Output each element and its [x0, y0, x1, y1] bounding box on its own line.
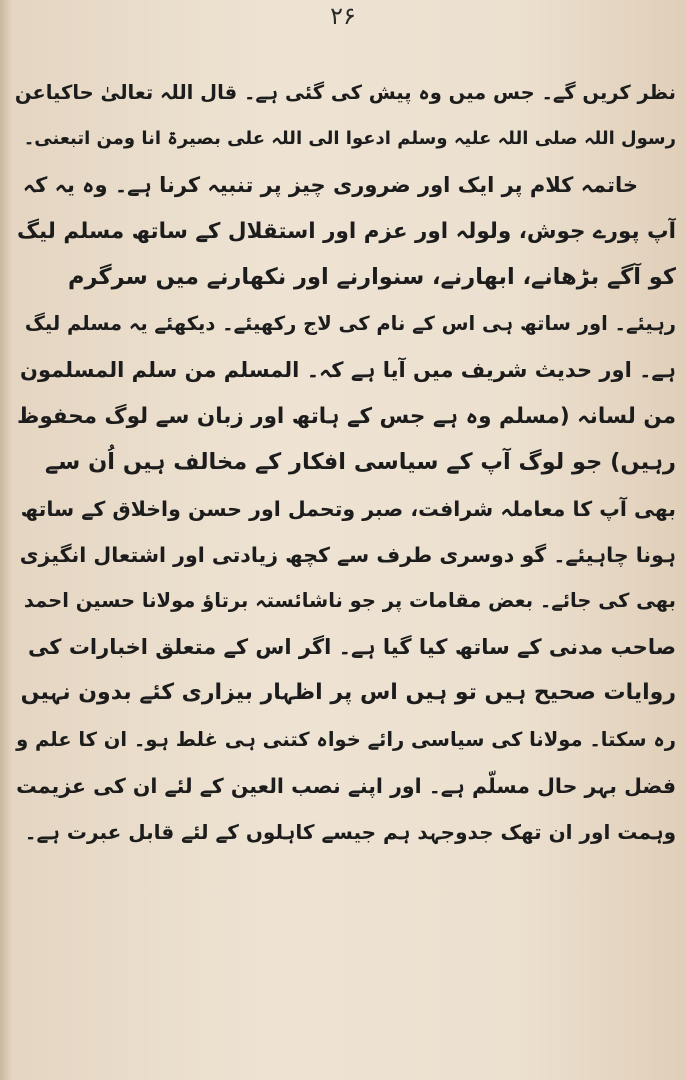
text-line-8: من لسانہ (مسلم وہ ہے جس کے ہاتھ اور زبان سے لوگ محفوظ: [16, 403, 676, 429]
text-line-12: بھی کی جائے۔ بعض مقامات پر جو ناشائستہ برتاؤ مولانا حسین احمد: [23, 589, 676, 613]
text-line-7: ہے۔ اور حدیث شریف میں آیا ہے کہ۔ المسلم من سلم المسلمون: [20, 357, 676, 382]
page-number: ۲۶: [330, 2, 356, 30]
text-line-16: فضل بہر حال مسلّم ہے۔ اور اپنے نصب العین کے لئے ان کی عزیمت: [16, 773, 676, 798]
text-line-5: کو آگے بڑھانے، ابھارنے، سنوارنے اور نکھارنے میں سرگرم: [68, 264, 676, 291]
text-line-4: آپ پورے جوش، ولولہ اور عزم اور استقلال کے ساتھ مسلم لیگ: [16, 218, 676, 244]
text-line-15: رہ سکتا۔ مولانا کی سیاسی رائے خواہ کتنی ہی غلط ہو۔ ان کا علم و: [16, 728, 676, 751]
text-line-3: خاتمہ کلام پر ایک اور ضروری چیز پر تنبیہ کرنا ہے۔ وہ یہ کہ: [22, 172, 638, 197]
text-line-1: نظر کریں گے۔ جس میں وہ پیش کی گئی ہے۔ قال اللہ تعالیٰ حاکیاعن: [14, 81, 676, 105]
page-binding-shadow: [0, 0, 12, 1080]
text-line-9: رہیں) جو لوگ آپ کے سیاسی افکار کے مخالف ہیں اُن سے: [44, 449, 676, 476]
text-line-11: ہونا چاہیئے۔ گو دوسری طرف سے کچھ زیادتی اور اشتعال انگیزی: [19, 542, 676, 567]
text-line-17: وہمت اور ان تھک جدوجہد ہم جیسے کاہلوں کے لئے قابل عبرت ہے۔: [24, 820, 676, 845]
text-line-2: رسول اللہ صلی اللہ علیہ وسلم ادعوا الی اللہ علی بصیرۃ انا ومن اتبعنی۔: [23, 128, 676, 150]
text-line-10: بھی آپ کا معاملہ شرافت، صبر وتحمل اور حسن واخلاق کے ساتھ: [20, 496, 676, 521]
text-line-13: صاحب مدنی کے ساتھ کیا گیا ہے۔ اگر اس کے متعلق اخبارات کی: [28, 634, 676, 659]
text-line-6: رہیئے۔ اور ساتھ ہی اس کے نام کی لاج رکھیئے۔ دیکھئے یہ مسلم لیگ: [24, 312, 676, 336]
text-line-14: روایات صحیح ہیں تو ہیں اس پر اظہار بیزاری کئے بدون نہیں: [20, 680, 676, 706]
body-text: [14, 70, 676, 855]
